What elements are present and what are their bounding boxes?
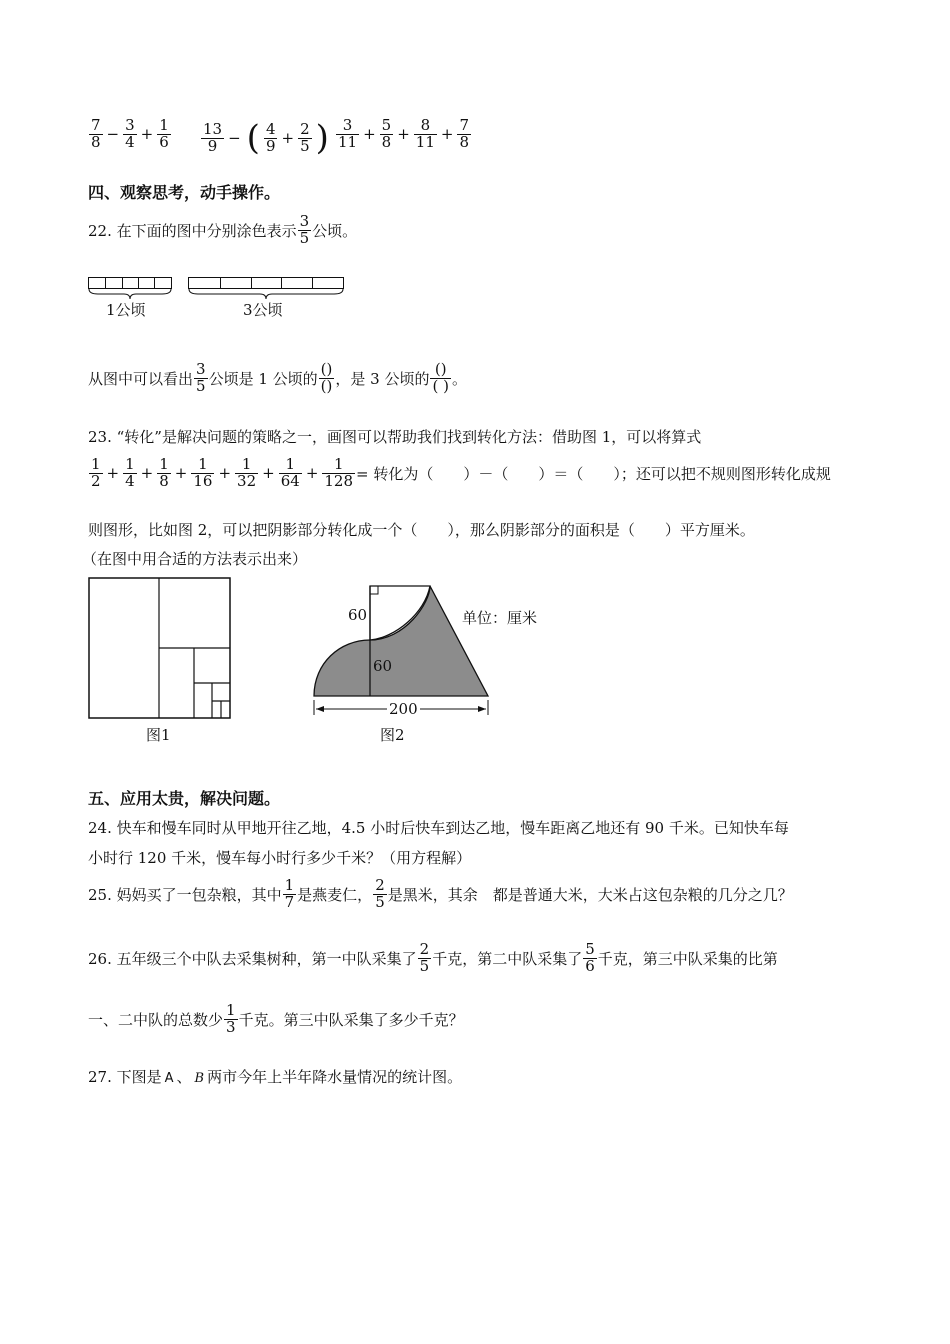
bar-1-label: 1公顷 (106, 301, 146, 319)
question-24-line-1: 24. 快车和慢车同时从甲地开往乙地，4.5 小时后快车到达乙地，慢车距离乙地还有 90 千米。已知快车每 (88, 819, 789, 837)
fraction: $\frac{1}{8}$ (159, 455, 169, 490)
fraction: $\frac{8}{11}$ (415, 116, 435, 151)
fraction: $\frac{5}{8}$ (381, 116, 392, 151)
fraction: $\frac{3}{4}$ (125, 116, 135, 151)
fraction: $\frac{1}{16}$ (193, 455, 213, 490)
fraction: $\frac{7}{8}$ (91, 116, 101, 151)
fraction: $\frac{7}{8}$ (459, 116, 470, 151)
fraction: $\frac{5}{6}$ (585, 940, 595, 975)
fraction: $\frac{1}{3}$ (226, 1001, 236, 1036)
question-23-line-3: 则图形，比如图 2，可以把阴影部分转化成一个（ ），那么阴影部分的面积是（ ）平方厘米。 (88, 521, 755, 539)
fraction: $\frac{1}{6}$ (159, 116, 169, 151)
fraction: $\frac{2}{5}$ (419, 940, 430, 975)
figure-1[interactable] (88, 577, 232, 721)
fraction: $\frac{3}{11}$ (338, 116, 358, 151)
fraction: $\frac{1}{4}$ (125, 455, 135, 490)
question-23-line-4: （在图中用合适的方法表示出来） (82, 550, 308, 568)
question-24-line-2: 小时行 120 千米，慢车每小时行多少千米？（用方程解） (88, 849, 472, 867)
figure-2-label-60-top: 60 (348, 606, 368, 624)
figure-1-caption: 图1 (146, 726, 171, 744)
question-23-line-1: 23. “转化”是解决问题的策略之一，画图可以帮助我们找到转化方法：借助图 1，可以将算式 (88, 428, 702, 446)
bar-3-label: 3公顷 (243, 301, 283, 319)
question-26-line-1: 26. 五年级三个中队去采集树种，第一中队采集了 $\frac{2}{5}$ 千克，第二中队采集了 $\frac{5}{6}$ 千克，第三中队采集的比第 (88, 940, 778, 975)
figure-2-label-60-bottom: 60 (373, 657, 393, 675)
fraction: $\frac{1}{7}$ (284, 876, 295, 911)
question-22-answer-line: 从图中可以看出 $\frac{3}{5}$ 公顷是 1 公顷的 $\frac{()}{()}$ ，是 3 公顷的 $\frac{()}{( )}$ 。 (88, 360, 467, 395)
section-5-title: 五、应用太贵，解决问题。 (88, 789, 281, 808)
fraction: $\frac{1}{128}$ (324, 455, 354, 490)
answer-blank-1[interactable]: $\frac{()}{()}$ (320, 360, 333, 395)
figure-2-label-200: 200 (389, 700, 418, 718)
figure-2-caption: 图2 (380, 726, 405, 744)
fraction: $\frac{2}{5}$ (300, 119, 310, 155)
fraction: $\frac{13}{9}$ (203, 119, 223, 155)
expression-2: $\frac{13}{9}$ − ( $\frac{4}{9}$ + $\frac{2}{5}$ ) (203, 118, 329, 158)
figure-2[interactable] (300, 578, 500, 720)
fraction: $\frac{1}{32}$ (237, 455, 257, 490)
fraction: $\frac{1}{2}$ (91, 455, 101, 490)
fraction: $\frac{1}{64}$ (280, 455, 300, 490)
fraction: $\frac{3}{5}$ (196, 360, 206, 395)
question-27: 27. 下图是 A 、 B 两市今年上半年降水量情况的统计图。 (88, 1068, 463, 1086)
answer-blank-2[interactable]: $\frac{()}{( )}$ (432, 360, 449, 395)
question-26-line-2: 一、二中队的总数少 $\frac{1}{3}$ 千克。第三中队采集了多少千克？ (88, 1001, 464, 1036)
expression-1: $\frac{7}{8}$ − $\frac{3}{4}$ + $\frac{1}{6}$ (91, 116, 169, 151)
fraction: $\frac{2}{5}$ (375, 876, 385, 911)
section-4-title: 四、观察思考，动手操作。 (88, 183, 281, 202)
expression-3: $\frac{3}{11}$ + $\frac{5}{8}$ + $\frac{8}{11}$ + $\frac{7}{8}$ (338, 116, 470, 151)
question-22: 22. 在下面的图中分别涂色表示 $\frac{3}{5}$ 公顷。 (88, 212, 358, 247)
question-23-line-2: $\frac{1}{2}$ + $\frac{1}{4}$ + $\frac{1}{8}$ + $\frac{1}{16}$ + $\frac{1}{32}$ + $\frac{1}{64}$ + $\frac{1}{128}$ = 转化为（ ）－（ ）＝（ ）；还可以把不规则图形转化成规 (91, 455, 831, 490)
figure-2-unit: 单位：厘米 (462, 609, 538, 627)
question-25: 25. 妈妈买了一包杂粮，其中 $\frac{1}{7}$ 是燕麦仁， $\frac{2}{5}$ 是黑米，其余 都是普通大米，大米占这包杂粮的几分之几？ (88, 876, 793, 911)
fraction: $\frac{3}{5}$ (299, 212, 310, 247)
fraction: $\frac{4}{9}$ (265, 119, 276, 155)
